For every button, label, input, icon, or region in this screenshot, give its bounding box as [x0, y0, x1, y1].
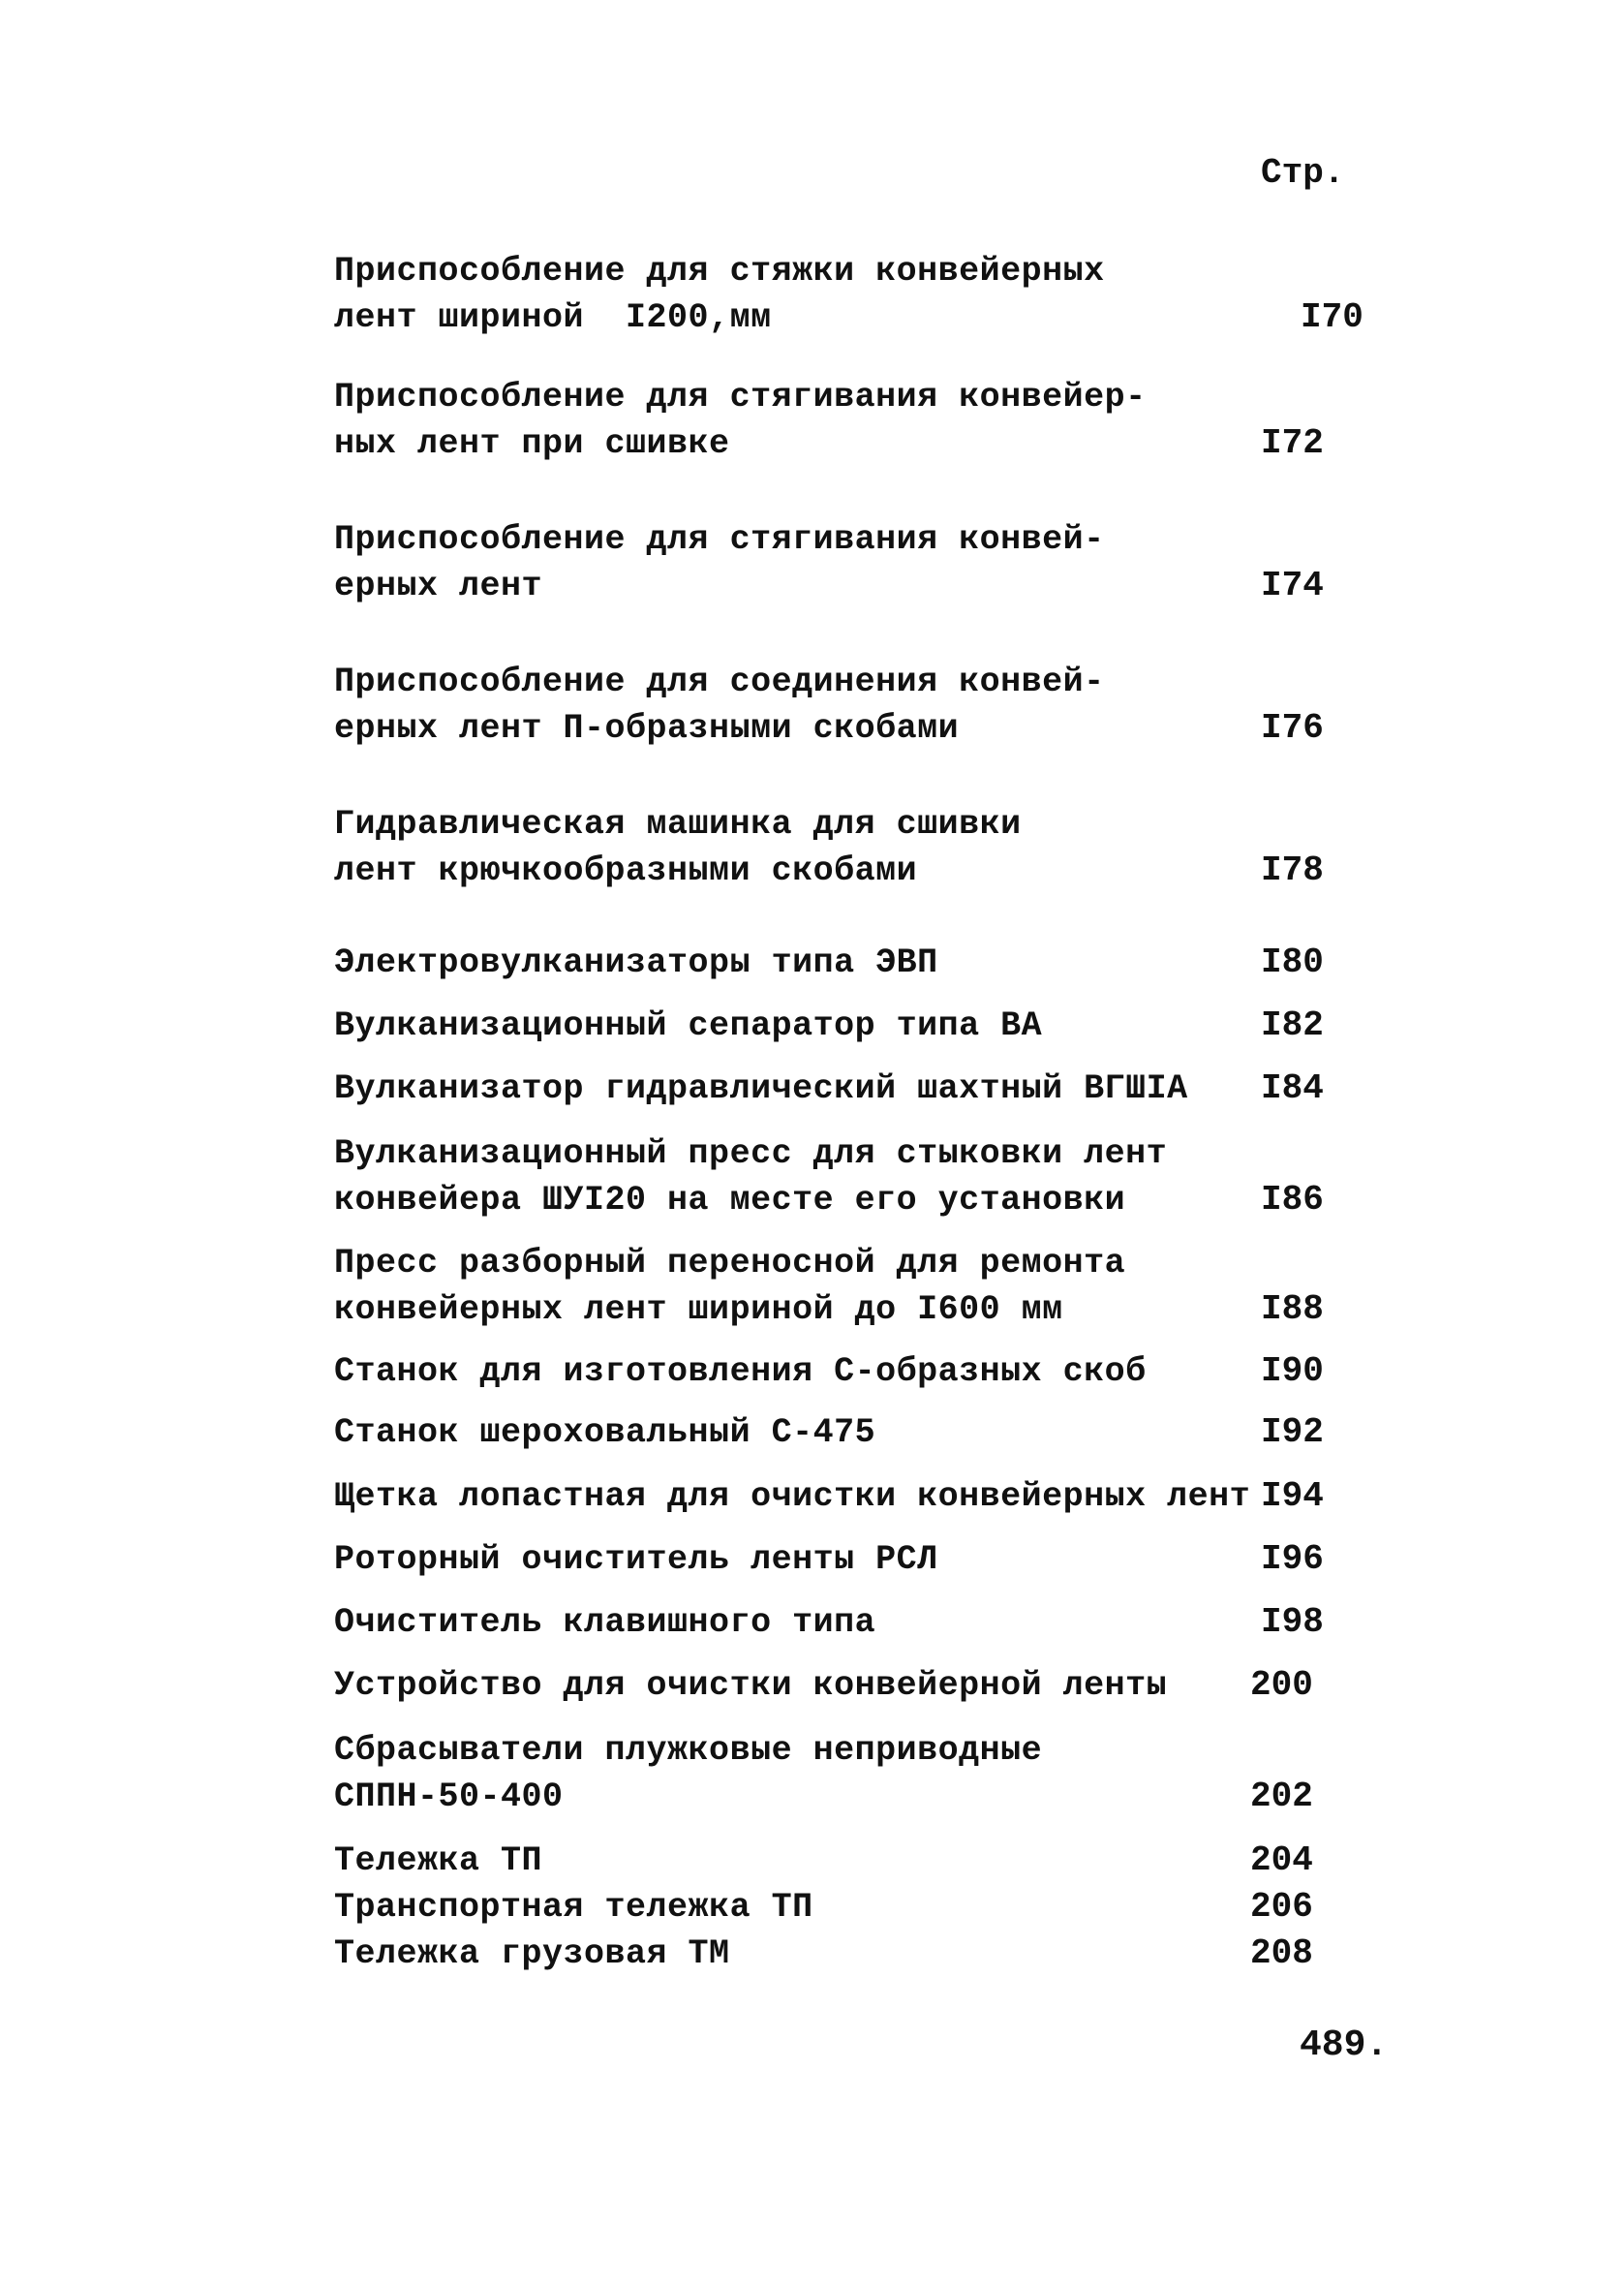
toc-entry — [334, 1727, 1380, 1820]
entry-title-line: Приспособление для стяжки конвейерных — [334, 252, 1105, 291]
toc-entry — [334, 374, 1380, 467]
toc-entry — [334, 1130, 1380, 1223]
toc-entry — [334, 516, 1380, 609]
toc-entry — [334, 659, 1380, 752]
entry-title-line: Сбрасыватели плужковые неприводные — [334, 1731, 1043, 1770]
entry-title-line: Тележка ТП — [334, 1841, 543, 1880]
entry-title-line: конвейера ШУI20 на месте его установки — [334, 1181, 1126, 1220]
entry-title-line: Гидравлическая машинка для сшивки — [334, 805, 1022, 844]
entry-page-number: I90 — [1261, 1351, 1324, 1391]
entry-page-number: I80 — [1261, 943, 1324, 982]
entry-page-number: 206 — [1250, 1887, 1313, 1927]
entry-page-number: I98 — [1261, 1602, 1324, 1642]
entry-title-line: Транспортная тележка ТП — [334, 1888, 813, 1927]
entry-page-number: 204 — [1250, 1840, 1313, 1880]
entry-page-number: I88 — [1261, 1289, 1324, 1329]
entry-title-line: Вулканизационный пресс для стыковки лент — [334, 1134, 1168, 1173]
entry-title-line: Очиститель клавишного типа — [334, 1603, 876, 1642]
entry-title-line: Роторный очиститель ленты РСЛ — [334, 1540, 938, 1579]
entry-title-line: Станок для изготовления С-образных скоб — [334, 1352, 1147, 1391]
entry-title-line: Приспособление для соединения конвей- — [334, 663, 1105, 701]
entry-title-line: Приспособление для стягивания конвей- — [334, 520, 1105, 559]
entry-title-line: Приспособление для стягивания конвейер- — [334, 378, 1147, 417]
toc-entry — [334, 1348, 1380, 1395]
entry-page-number: I96 — [1261, 1539, 1324, 1579]
entry-title-line: Станок шероховальный С-475 — [334, 1413, 876, 1452]
toc-entry — [334, 1003, 1380, 1049]
entry-title-line: Пресс разборный переносной для ремонта — [334, 1244, 1126, 1283]
entry-title-line: ных лент при сшивке — [334, 424, 730, 463]
toc-entry — [334, 1662, 1380, 1709]
entry-page-number: I86 — [1261, 1180, 1324, 1220]
entry-title-line: Устройство для очистки конвейерной ленты — [334, 1666, 1168, 1705]
toc-entry — [334, 1240, 1380, 1333]
entry-page-number: 200 — [1250, 1665, 1313, 1705]
page-column-label: Стр. — [1261, 153, 1345, 193]
toc-entry — [334, 1931, 1380, 1977]
toc-entry — [334, 940, 1380, 986]
entry-title-line: Вулканизатор гидравлический шахтный ВГШIА — [334, 1069, 1188, 1108]
toc-entry — [334, 1838, 1380, 1884]
page-number: 489. — [1300, 2024, 1389, 2066]
entry-title-line: лент крючкообразными скобами — [334, 851, 918, 890]
entry-title-line: Электровулканизаторы типа ЭВП — [334, 943, 938, 982]
entry-page-number: I84 — [1261, 1068, 1324, 1108]
toc-entry — [334, 1536, 1380, 1583]
entry-page-number: I82 — [1261, 1005, 1324, 1045]
entry-title-line: СППН-50-400 — [334, 1777, 564, 1816]
entry-page-number: I92 — [1261, 1412, 1324, 1452]
entry-page-number: I74 — [1261, 566, 1324, 605]
entry-page-number: I72 — [1261, 423, 1324, 463]
toc-entry — [334, 1066, 1380, 1112]
entry-page-number: I94 — [1261, 1476, 1324, 1516]
entry-title-line: лент шириной I200,мм — [334, 298, 772, 337]
toc-entry — [334, 248, 1380, 341]
entry-title-line: ерных лент П-образными скобами — [334, 709, 960, 748]
toc-entry — [334, 1599, 1380, 1646]
entry-title-line: ерных лент — [334, 567, 543, 605]
entry-page-number: 208 — [1250, 1933, 1313, 1973]
toc-entry — [334, 801, 1380, 894]
entry-title-line: конвейерных лент шириной до I600 мм — [334, 1290, 1063, 1329]
entry-page-number: I70 — [1301, 297, 1364, 337]
entry-title-line: Тележка грузовая ТМ — [334, 1934, 730, 1973]
entry-title-line: Щетка лопастная для очистки конвейерных лент — [334, 1477, 1251, 1516]
entry-page-number: I78 — [1261, 850, 1324, 890]
entry-page-number: 202 — [1250, 1777, 1313, 1816]
toc-entry — [334, 1884, 1380, 1931]
entry-title-line: Вулканизационный сепаратор типа ВА — [334, 1006, 1043, 1045]
entry-page-number: I76 — [1261, 708, 1324, 748]
toc-entry — [334, 1409, 1380, 1456]
toc-entry — [334, 1473, 1380, 1520]
